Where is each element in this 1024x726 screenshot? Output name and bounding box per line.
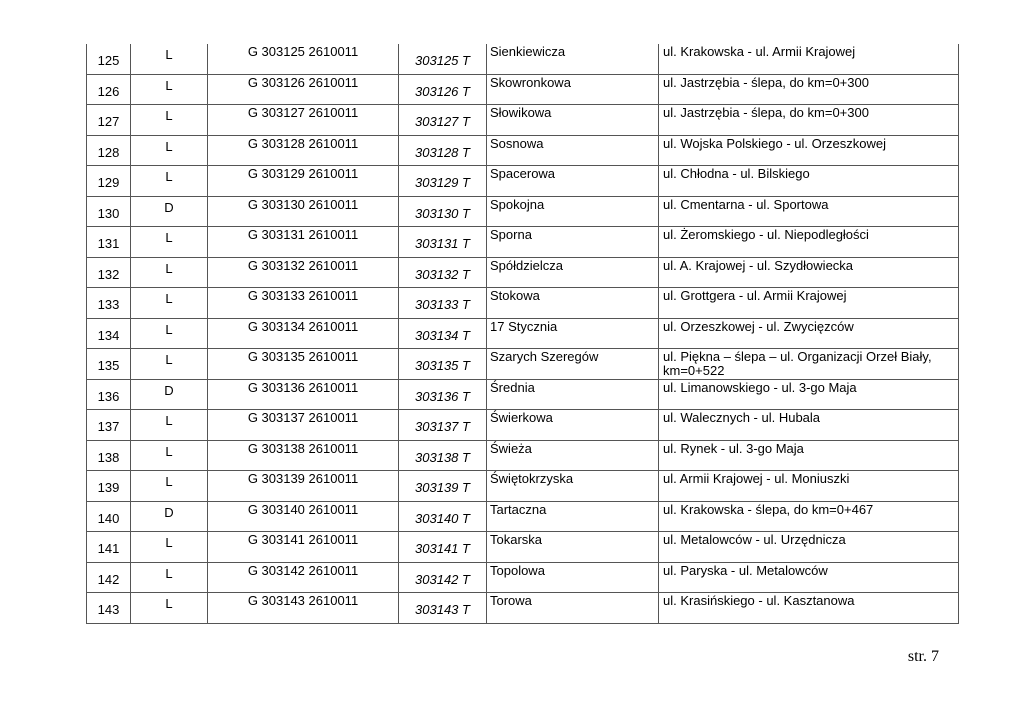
route-cell [659, 471, 959, 502]
row-number-text: 131 [97, 236, 120, 251]
road-code-cell [208, 318, 399, 349]
road-code-text: G 303133 2610011 [247, 288, 359, 303]
category-cell [131, 135, 208, 166]
row-number-text: 135 [97, 358, 120, 373]
category-text: D [164, 382, 174, 398]
route-text: ul. Walecznych - ul. Hubala [663, 410, 821, 425]
road-code-cell [208, 74, 399, 105]
road-number-text: 303135 T [415, 358, 470, 373]
road-number-cell [399, 501, 487, 532]
route-cell [659, 257, 959, 288]
category-text: L [165, 230, 173, 245]
row-number-cell [87, 166, 131, 197]
road-number-cell [399, 440, 487, 471]
category-text: L [165, 169, 173, 184]
road-code-text: G 303132 2610011 [247, 257, 359, 273]
table-row [87, 532, 959, 563]
road-code-cell [208, 257, 399, 288]
road-number-cell [399, 74, 487, 105]
route-text: ul. Grottgera - ul. Armii Krajowej [663, 288, 847, 303]
road-number-text: 303133 T [415, 297, 470, 312]
road-number-text: 303138 T [415, 449, 470, 465]
category-cell [131, 471, 208, 502]
category-cell [131, 318, 208, 349]
table-row [87, 471, 959, 502]
category-text: L [165, 108, 173, 123]
row-number-text: 142 [97, 571, 120, 587]
category-cell [131, 74, 208, 105]
street-name-text: Tokarska [490, 532, 543, 547]
road-number-cell [399, 105, 487, 136]
route-cell [659, 318, 959, 349]
road-number-text: 303125 T [415, 53, 470, 68]
road-number-cell [399, 227, 487, 258]
street-name-cell [487, 105, 659, 136]
road-code-text: G 303141 2610011 [247, 532, 359, 547]
row-number-cell [87, 410, 131, 441]
street-name-cell [487, 318, 659, 349]
route-cell [659, 562, 959, 593]
row-number-text: 143 [97, 602, 120, 617]
road-code-text: G 303142 2610011 [247, 562, 359, 578]
route-text: ul. Krasińskiego - ul. Kasztanowa [663, 593, 855, 608]
road-code-text: G 303131 2610011 [247, 227, 359, 242]
road-code-cell [208, 166, 399, 197]
street-name-text: Skowronkowa [490, 74, 571, 90]
route-cell [659, 593, 959, 624]
category-text: D [164, 504, 174, 520]
row-number-text: 128 [97, 144, 120, 160]
road-code-cell [208, 410, 399, 441]
road-number-cell [399, 379, 487, 410]
category-cell [131, 440, 208, 471]
category-cell [131, 105, 208, 136]
road-number-text: 303132 T [415, 266, 470, 282]
road-number-text: 303128 T [415, 144, 470, 160]
category-text: L [165, 443, 173, 459]
route-text: ul. Piękna – ślepa – ul. Organizacji Orzeł Biały, km=0+522 [663, 349, 932, 378]
street-name-cell [487, 379, 659, 410]
row-number-cell [87, 227, 131, 258]
table-row [87, 257, 959, 288]
road-code-cell [208, 440, 399, 471]
row-number-text: 126 [97, 83, 120, 99]
road-number-text: 303129 T [415, 175, 470, 190]
road-code-cell [208, 196, 399, 227]
road-code-text: G 303127 2610011 [247, 105, 359, 120]
row-number-text: 132 [97, 266, 120, 282]
row-number-cell [87, 257, 131, 288]
category-text: L [165, 321, 173, 337]
route-text: ul. Metalowców - ul. Urzędnicza [663, 532, 846, 547]
table-row [87, 349, 959, 380]
row-number-cell [87, 105, 131, 136]
route-cell [659, 349, 959, 380]
road-number-text: 303140 T [415, 510, 470, 526]
table-row [87, 440, 959, 471]
street-name-text: Szarych Szeregów [490, 349, 599, 364]
road-code-text: G 303126 2610011 [247, 74, 359, 90]
street-name-cell [487, 135, 659, 166]
category-cell [131, 288, 208, 319]
category-cell [131, 257, 208, 288]
street-name-text: Słowikowa [490, 105, 552, 120]
table-row [87, 379, 959, 410]
road-code-text: G 303136 2610011 [247, 379, 359, 395]
road-number-text: 303126 T [415, 83, 470, 99]
route-cell [659, 74, 959, 105]
road-number-cell [399, 562, 487, 593]
road-code-cell [208, 471, 399, 502]
road-code-cell [208, 501, 399, 532]
road-code-cell [208, 135, 399, 166]
street-name-text: Spółdzielcza [490, 257, 563, 273]
street-name-cell [487, 410, 659, 441]
road-number-text: 303141 T [415, 541, 470, 556]
table-row [87, 135, 959, 166]
category-cell [131, 379, 208, 410]
road-number-cell [399, 471, 487, 502]
route-text: ul. Krakowska - ślepa, do km=0+467 [663, 501, 874, 517]
street-name-cell [487, 166, 659, 197]
road-code-cell [208, 105, 399, 136]
street-name-text: Sienkiewicza [490, 44, 566, 59]
table-row [87, 318, 959, 349]
route-text: ul. Jastrzębia - ślepa, do km=0+300 [663, 105, 869, 120]
row-number-text: 140 [97, 510, 120, 526]
road-code-text: G 303139 2610011 [247, 471, 359, 486]
road-number-cell [399, 44, 487, 74]
category-cell [131, 593, 208, 624]
table-row [87, 196, 959, 227]
street-name-cell [487, 44, 659, 74]
road-number-cell [399, 318, 487, 349]
road-code-cell [208, 227, 399, 258]
row-number-text: 129 [97, 175, 120, 190]
road-number-cell [399, 349, 487, 380]
road-code-text: G 303130 2610011 [247, 196, 359, 212]
route-cell [659, 501, 959, 532]
street-name-text: Torowa [490, 593, 532, 608]
road-code-text: G 303140 2610011 [247, 501, 359, 517]
street-name-text: Świętokrzyska [490, 471, 574, 486]
road-number-cell [399, 410, 487, 441]
category-text: L [165, 138, 173, 154]
road-number-cell [399, 135, 487, 166]
category-cell [131, 562, 208, 593]
route-cell [659, 440, 959, 471]
category-text: L [165, 47, 173, 62]
route-cell [659, 379, 959, 410]
road-code-text: G 303129 2610011 [247, 166, 359, 181]
route-text: ul. Paryska - ul. Metalowców [663, 562, 828, 578]
street-name-cell [487, 532, 659, 563]
street-name-cell [487, 257, 659, 288]
road-number-cell [399, 288, 487, 319]
row-number-cell [87, 471, 131, 502]
route-cell [659, 105, 959, 136]
row-number-cell [87, 196, 131, 227]
page-number: str. 7 [907, 648, 939, 665]
route-text: ul. A. Krajowej - ul. Szydłowiecka [663, 257, 854, 273]
street-name-cell [487, 74, 659, 105]
street-name-cell [487, 593, 659, 624]
road-code-cell [208, 593, 399, 624]
road-code-text: G 303128 2610011 [247, 135, 359, 151]
route-text: ul. Rynek - ul. 3-go Maja [663, 440, 804, 456]
street-name-cell [487, 349, 659, 380]
roads-table [86, 44, 959, 624]
street-name-text: 17 Stycznia [490, 318, 558, 334]
road-number-text: 303143 T [415, 602, 470, 617]
category-text: D [164, 199, 174, 215]
category-cell [131, 349, 208, 380]
route-text: ul. Chłodna - ul. Bilskiego [663, 166, 810, 181]
row-number-cell [87, 562, 131, 593]
road-number-text: 303134 T [415, 327, 470, 343]
category-cell [131, 227, 208, 258]
street-name-text: Spacerowa [490, 166, 556, 181]
route-cell [659, 196, 959, 227]
route-cell [659, 44, 959, 74]
road-number-cell [399, 257, 487, 288]
street-name-cell [487, 501, 659, 532]
table-row [87, 166, 959, 197]
road-number-cell [399, 166, 487, 197]
category-text: L [165, 474, 173, 489]
row-number-text: 138 [97, 449, 120, 465]
road-code-text: G 303143 2610011 [247, 593, 359, 608]
road-code-cell [208, 379, 399, 410]
category-cell [131, 44, 208, 74]
street-name-cell [487, 288, 659, 319]
route-text: ul. Wojska Polskiego - ul. Orzeszkowej [663, 135, 887, 151]
road-number-text: 303142 T [415, 571, 470, 587]
row-number-text: 130 [97, 205, 120, 221]
category-text: L [165, 352, 173, 367]
road-number-text: 303127 T [415, 114, 470, 129]
row-number-cell [87, 288, 131, 319]
road-code-cell [208, 562, 399, 593]
row-number-cell [87, 74, 131, 105]
category-cell [131, 196, 208, 227]
street-name-text: Tartaczna [490, 501, 547, 517]
row-number-cell [87, 44, 131, 74]
category-text: L [165, 260, 173, 276]
street-name-cell [487, 196, 659, 227]
road-code-text: G 303138 2610011 [247, 440, 359, 456]
category-text: L [165, 77, 173, 93]
road-code-cell [208, 532, 399, 563]
street-name-text: Świerkowa [490, 410, 553, 425]
road-number-text: 303137 T [415, 419, 470, 434]
street-name-cell [487, 227, 659, 258]
route-cell [659, 532, 959, 563]
category-cell [131, 410, 208, 441]
route-cell [659, 288, 959, 319]
street-name-text: Świeża [490, 440, 532, 456]
road-number-cell [399, 593, 487, 624]
table-row [87, 105, 959, 136]
route-text: ul. Krakowska - ul. Armii Krajowej [663, 44, 856, 59]
street-name-text: Sosnowa [490, 135, 544, 151]
route-cell [659, 227, 959, 258]
route-text: ul. Armii Krajowej - ul. Moniuszki [663, 471, 850, 486]
row-number-cell [87, 532, 131, 563]
table-row [87, 410, 959, 441]
row-number-cell [87, 379, 131, 410]
row-number-text: 134 [97, 327, 120, 343]
category-text: L [165, 565, 173, 581]
route-text: ul. Limanowskiego - ul. 3-go Maja [663, 379, 857, 395]
category-text: L [165, 535, 173, 550]
category-cell [131, 532, 208, 563]
category-text: L [165, 596, 173, 611]
road-number-text: 303139 T [415, 480, 470, 495]
row-number-text: 125 [97, 53, 120, 68]
road-code-text: G 303125 2610011 [247, 44, 359, 59]
road-number-text: 303131 T [415, 236, 470, 251]
road-number-cell [399, 532, 487, 563]
table-row [87, 227, 959, 258]
road-number-text: 303130 T [415, 205, 470, 221]
route-text: ul. Jastrzębia - ślepa, do km=0+300 [663, 74, 869, 90]
row-number-cell [87, 318, 131, 349]
row-number-cell [87, 440, 131, 471]
street-name-cell [487, 440, 659, 471]
row-number-text: 139 [97, 480, 120, 495]
road-code-cell [208, 44, 399, 74]
route-text: ul. Cmentarna - ul. Sportowa [663, 196, 829, 212]
table-row [87, 74, 959, 105]
street-name-text: Stokowa [490, 288, 540, 303]
row-number-cell [87, 349, 131, 380]
row-number-text: 141 [97, 541, 120, 556]
table-row [87, 44, 959, 74]
roads-table-body [87, 44, 959, 623]
table-row [87, 501, 959, 532]
category-cell [131, 501, 208, 532]
road-code-text: G 303135 2610011 [247, 349, 359, 364]
road-code-text: G 303134 2610011 [247, 318, 359, 334]
row-number-cell [87, 501, 131, 532]
street-name-text: Sporna [490, 227, 532, 242]
road-code-text: G 303137 2610011 [247, 410, 359, 425]
road-code-cell [208, 288, 399, 319]
row-number-cell [87, 135, 131, 166]
table-row [87, 593, 959, 624]
street-name-text: Spokojna [490, 196, 545, 212]
route-cell [659, 166, 959, 197]
street-name-cell [487, 562, 659, 593]
road-code-cell [208, 349, 399, 380]
row-number-cell [87, 593, 131, 624]
row-number-text: 127 [97, 114, 120, 129]
category-text: L [165, 291, 173, 306]
table-row [87, 288, 959, 319]
row-number-text: 136 [97, 388, 120, 404]
route-text: ul. Żeromskiego - ul. Niepodległości [663, 227, 869, 242]
street-name-cell [487, 471, 659, 502]
route-cell [659, 135, 959, 166]
table-row [87, 562, 959, 593]
row-number-text: 133 [97, 297, 120, 312]
route-text: ul. Orzeszkowej - ul. Zwycięzców [663, 318, 854, 334]
category-cell [131, 166, 208, 197]
street-name-text: Średnia [490, 379, 535, 395]
road-number-cell [399, 196, 487, 227]
category-text: L [165, 413, 173, 428]
street-name-text: Topolowa [490, 562, 545, 578]
row-number-text: 137 [97, 419, 120, 434]
route-cell [659, 410, 959, 441]
road-number-text: 303136 T [415, 388, 470, 404]
